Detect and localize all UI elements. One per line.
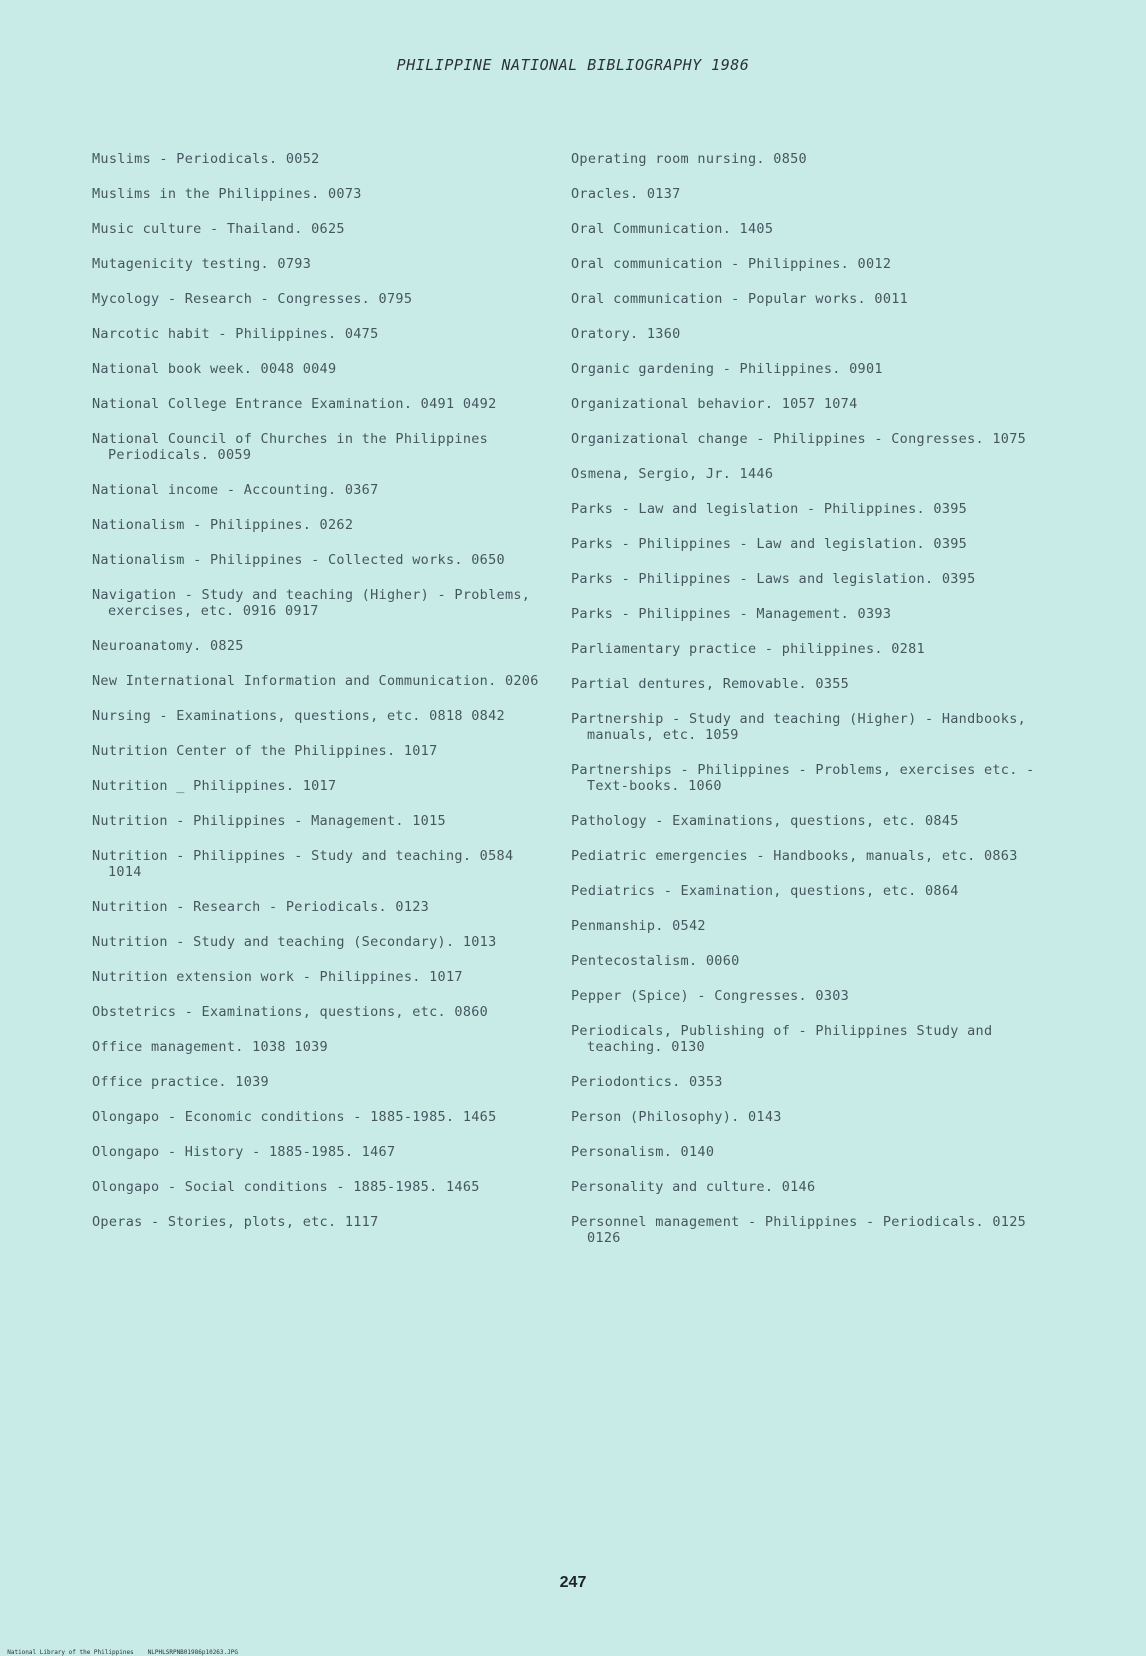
index-entry: Narcotic habit - Philippines. 0475 [92,326,379,342]
index-entry: Nutrition _ Philippines. 1017 [92,778,337,794]
index-entry: National income - Accounting. 0367 [92,482,379,498]
index-entry: Pentecostalism. 0060 [571,953,740,969]
index-entry: Parks - Philippines - Law and legislation. 0395 [571,536,968,552]
scan-footer [0,1642,252,1656]
index-entry: Parks - Philippines - Laws and legislation. 0395 [571,571,976,587]
index-entry: Periodicals, Publishing of - Philippines Study and teaching. 0130 [571,1023,1001,1055]
index-entry: Partial dentures, Removable. 0355 [571,676,850,692]
index-entry: Office management. 1038 1039 [92,1039,328,1055]
footer-library: National Library of the Philippines [7,1649,134,1656]
index-entry: Obstetrics - Examinations, questions, etc. 0860 [92,1004,489,1020]
index-entry: Neuroanatomy. 0825 [92,638,244,654]
page-title: PHILIPPINE NATIONAL BIBLIOGRAPHY 1986 [396,56,750,74]
index-entry: Muslims in the Philippines. 0073 [92,186,362,202]
index-entry: Office practice. 1039 [92,1074,269,1090]
index-entry: Nationalism - Philippines. 0262 [92,517,354,533]
index-entry: Nutrition - Research - Periodicals. 0123 [92,899,430,915]
index-entry: Oracles. 0137 [571,186,681,202]
index-entry: Operating room nursing. 0850 [571,151,807,167]
index-entry: Pediatrics - Examination, questions, etc. 0864 [571,883,959,899]
index-entry: Operas - Stories, plots, etc. 1117 [92,1214,379,1230]
index-entry: Olongapo - Social conditions - 1885-1985. 1465 [92,1179,480,1195]
page-number: 247 [559,1574,587,1591]
index-entry: Mycology - Research - Congresses. 0795 [92,291,413,307]
index-entry: Mutagenicity testing. 0793 [92,256,312,272]
index-entry: Parks - Philippines - Management. 0393 [571,606,892,622]
index-entry: Periodontics. 0353 [571,1074,723,1090]
index-entry: Penmanship. 0542 [571,918,706,934]
index-entry: Nationalism - Philippines - Collected works. 0650 [92,552,505,568]
index-entry: Organic gardening - Philippines. 0901 [571,361,883,377]
index-entry: Olongapo - Economic conditions - 1885-1985. 1465 [92,1109,497,1125]
index-entry: Nutrition extension work - Philippines. 1017 [92,969,463,985]
index-entry: Partnerships - Philippines - Problems, exercises etc. - Text-books. 1060 [571,762,1043,794]
index-entry: Oral communication - Popular works. 0011 [571,291,909,307]
index-entry: Oratory. 1360 [571,326,681,342]
index-entry: Pediatric emergencies - Handbooks, manuals, etc. 0863 [571,848,1018,864]
index-entry: National Council of Churches in the Philippines Periodicals. 0059 [92,431,497,463]
index-entry: Organizational behavior. 1057 1074 [571,396,858,412]
index-entry: Oral Communication. 1405 [571,221,774,237]
index-entry: Pathology - Examinations, questions, etc. 0845 [571,813,959,829]
index-entry: Oral communication - Philippines. 0012 [571,256,892,272]
index-entry: Nutrition - Study and teaching (Secondary). 1013 [92,934,497,950]
index-entry: National College Entrance Examination. 0491 0492 [92,396,497,412]
index-entry: Personalism. 0140 [571,1144,715,1160]
index-entry: Partnership - Study and teaching (Higher) - Handbooks, manuals, etc. 1059 [571,711,1035,743]
index-entry: New International Information and Communication. 0206 [92,673,539,689]
index-entry: Muslims - Periodicals. 0052 [92,151,320,167]
index-entry: Organizational change - Philippines - Congresses. 1075 [571,431,1027,447]
index-column-right [571,151,1041,1246]
index-entry: Pepper (Spice) - Congresses. 0303 [571,988,850,1004]
index-entry: Person (Philosophy). 0143 [571,1109,782,1125]
footer-file: NLPHLSRPNB01986p10263.JPG [147,1649,238,1656]
index-entry: Parks - Law and legislation - Philippines. 0395 [571,501,968,517]
index-entry: Personnel management - Philippines - Periodicals. 0125 0126 [571,1214,1035,1246]
index-entry: Olongapo - History - 1885-1985. 1467 [92,1144,396,1160]
index-entry: Nursing - Examinations, questions, etc. 0818 0842 [92,708,505,724]
index-entry: Osmena, Sergio, Jr. 1446 [571,466,774,482]
index-entry: Nutrition - Philippines - Management. 1015 [92,813,446,829]
index-entry: Personality and culture. 0146 [571,1179,816,1195]
index-entry: National book week. 0048 0049 [92,361,337,377]
index-entry: Parliamentary practice - philippines. 0281 [571,641,925,657]
index-entry: Nutrition Center of the Philippines. 1017 [92,743,438,759]
index-entry: Music culture - Thailand. 0625 [92,221,345,237]
index-entry: Nutrition - Philippines - Study and teaching. 0584 1014 [92,848,522,880]
index-entry: Navigation - Study and teaching (Higher) - Problems, exercises, etc. 0916 0917 [92,587,539,619]
index-column-left [92,151,542,1230]
